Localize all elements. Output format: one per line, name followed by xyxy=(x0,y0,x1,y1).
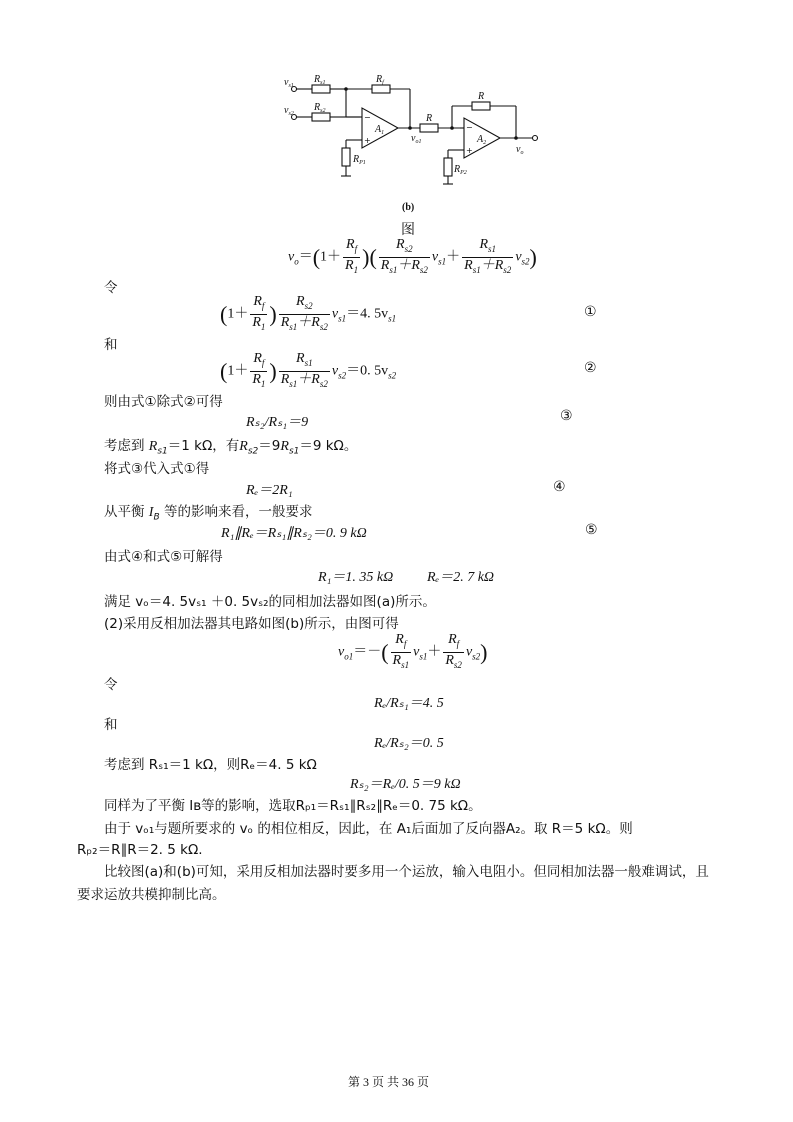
page-footer: 第 3 页 共 36 页 xyxy=(348,1075,430,1089)
svg-text:Rf xyxy=(375,74,385,86)
label-rp2: R xyxy=(454,164,461,175)
figure-label: (b) xyxy=(402,202,415,213)
equation-2: (1＋ $\frac{R_f}{R_1}$ ) $\frac{R_{s1}}{R_{s1}+R_{s2}}$ $v_{s2}=0$. $5v_{s2}$ xyxy=(220,351,396,392)
equation-vo: $v_o=(1+$ $\frac{R_f}{R_1}$ )( $\frac{R_{s2}}{R_{s1}+R_{s2}}$ $v_{s1}+$ $\frac{R_{s1}}{R_{s1}+R_{s2}}$ $v_{s2}$) xyxy=(288,237,537,278)
label-rf-sub: f xyxy=(382,80,384,86)
text-youshi: 由式④和式⑤可解得 xyxy=(104,549,223,565)
label-r-fb2: R xyxy=(478,91,485,102)
text-he-2: 和 xyxy=(104,717,118,733)
svg-text:RP2 xyxy=(453,164,467,176)
label-vs2-sub: s2 xyxy=(288,111,294,117)
equation-4-number: ④ xyxy=(553,479,566,495)
text-pingheng: 从平衡 $I_B$ 等的影响来看，一般要求 xyxy=(104,504,313,523)
equation-ratio-2: Rₑ/Rₛ₂＝0. 5 xyxy=(374,736,444,751)
svg-text:Rs1 xyxy=(313,74,325,86)
a2-plus: + xyxy=(466,146,473,155)
a1-plus: + xyxy=(364,136,371,145)
label-rf: R xyxy=(376,74,383,85)
equation-ratio-1: Rₑ/Rₛ₁＝4. 5 xyxy=(374,696,444,711)
equation-1-number: ① xyxy=(584,304,597,320)
svg-text:vo xyxy=(516,144,523,156)
text-part-2: (2)采用反相加法器其电路如图(b)所示，由图可得 xyxy=(104,616,399,632)
label-vs1: v xyxy=(284,77,289,88)
equation-4: Rₑ＝2R₁ xyxy=(246,483,293,498)
label-r-mid: R xyxy=(426,113,433,124)
label-a2: A xyxy=(477,134,484,145)
label-vs1-sub: s1 xyxy=(288,83,294,89)
text-para-b-line-1: 比较图(a)和(b)可知，采用反相加法器时要多用一个运放，输入电阻小。但同相加法器一般难调试，且 xyxy=(104,864,709,880)
label-vo1-sub: o1 xyxy=(415,139,422,145)
label-rs2: R xyxy=(314,102,321,113)
label-a1-sub: 1 xyxy=(381,130,385,136)
solution-r1: R₁＝1. 35 kΩ xyxy=(318,570,394,585)
equation-1: (1＋ $\frac{R_f}{R_1}$ ) $\frac{R_{s2}}{R_{s1}+R_{s2}}$ $v_{s1}=4$. $5v_{s1}$ xyxy=(220,294,396,335)
label-vo: v xyxy=(516,144,521,155)
label-vo-sub: o xyxy=(520,150,524,156)
equation-5: R₁∥Rₑ＝Rₛ₁∥Rₛ₂＝0. 9 kΩ xyxy=(221,526,367,541)
equation-3-number: ③ xyxy=(560,408,573,424)
svg-text:Rs2 xyxy=(313,102,325,114)
text-kaolv-2: 考虑到 Rₛ₁＝1 kΩ，则Rₑ＝4. 5 kΩ xyxy=(104,757,317,773)
solution-rf: Rₑ＝2. 7 kΩ xyxy=(427,570,495,585)
label-vo1: v xyxy=(411,133,416,144)
circuit-diagram xyxy=(280,70,560,220)
label-rp1: R xyxy=(353,154,360,165)
text-ling-2: 令 xyxy=(104,677,118,693)
equation-2-number: ② xyxy=(584,360,597,376)
text-ling-1: 令 xyxy=(104,280,118,296)
label-vs2: v xyxy=(284,105,289,116)
text-jiang: 将式③代入式①得 xyxy=(104,461,210,477)
text-kaolv-1: 考虑到 $R_{s1}=1$ kΩ，有$R_{s2}=9R_{s1}=9$ kΩ。 xyxy=(104,438,358,457)
text-para-a-line-2: Rₚ₂＝R∥R＝2. 5 kΩ. xyxy=(77,842,203,858)
svg-text:vs1 xyxy=(284,77,294,89)
label-a1: A xyxy=(375,124,382,135)
text-para-a-line-1: 由于 vₒ₁与题所要求的 vₒ 的相位相反，因此，在 A₁后面加了反向器A₂。取 R＝5 kΩ。则 xyxy=(104,821,633,837)
svg-text:RP1 xyxy=(352,154,366,166)
equation-vo1: $v_{o1}=-$( $\frac{R_f}{R_{s1}}$ $v_{s1}+$ $\frac{R_f}{R_{s2}}$ $v_{s2}$) xyxy=(338,632,488,673)
label-a2-sub: 2 xyxy=(483,140,487,146)
label-rp2-sub: P2 xyxy=(460,170,467,176)
equation-5-number: ⑤ xyxy=(585,522,598,538)
svg-text:A1 xyxy=(374,124,384,136)
equation-3: Rₛ₂/Rₛ₁＝9 xyxy=(246,415,309,430)
a2-minus: − xyxy=(466,123,473,132)
equation-rs2-result: Rₛ₂＝Rₑ/0. 5＝9 kΩ xyxy=(350,777,461,792)
a1-minus: − xyxy=(364,113,371,122)
text-tongyang: 同样为了平衡 Iʙ等的影响，选取Rₚ₁＝Rₛ₁∥Rₛ₂∥Rₑ＝0. 75 kΩ。 xyxy=(104,798,482,814)
label-rs1-sub: s1 xyxy=(320,80,326,86)
label-rp1-sub: P1 xyxy=(359,160,366,166)
svg-text:vs2 xyxy=(284,105,294,117)
label-rs1: R xyxy=(314,74,321,85)
svg-text:vo1 xyxy=(411,133,421,145)
svg-text:A2 xyxy=(476,134,486,146)
figure-caption: 图 xyxy=(401,222,415,238)
text-he-1: 和 xyxy=(104,337,118,353)
text-zeyou: 则由式①除式②可得 xyxy=(104,394,223,410)
text-para-b-line-2: 要求运放共模抑制比高。 xyxy=(77,887,226,903)
label-rs2-sub: s2 xyxy=(320,108,326,114)
text-manzu: 满足 vₒ＝4. 5vₛ₁ ＋0. 5vₛ₂的同相加法器如图(a)所示。 xyxy=(104,594,436,610)
